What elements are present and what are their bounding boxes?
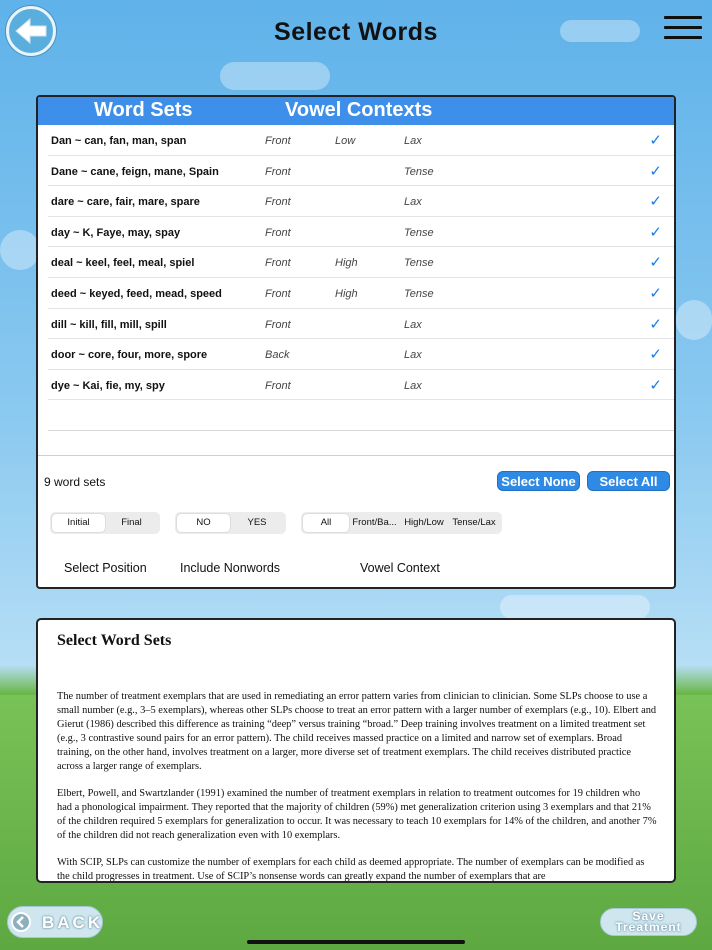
checkmark-icon: ✓ xyxy=(649,315,662,333)
table-header xyxy=(38,97,674,125)
column-word-sets: Word Sets xyxy=(94,99,193,121)
word-set-label: day ~ K, Faye, may, spay xyxy=(51,226,181,239)
back-button[interactable] xyxy=(7,906,103,938)
table-row[interactable] xyxy=(48,247,674,278)
info-title: Select Word Sets xyxy=(57,632,172,649)
divider xyxy=(38,455,674,456)
word-set-list xyxy=(38,125,674,431)
vowel-front-back: Front xyxy=(265,135,291,147)
position-option-final[interactable]: Final xyxy=(121,517,142,528)
hamburger-menu-icon[interactable] xyxy=(664,16,702,42)
vowel-front-back: Front xyxy=(265,196,291,209)
vowel-tense-lax: Tense xyxy=(404,165,434,178)
word-set-count: 9 word sets xyxy=(44,475,106,489)
table-row[interactable] xyxy=(48,370,674,401)
cloud xyxy=(0,230,40,270)
select-none-button[interactable]: Select None xyxy=(497,471,580,491)
save-treatment-button[interactable] xyxy=(600,908,697,936)
select-all-button[interactable]: Select All xyxy=(587,471,670,491)
checkmark-icon: ✓ xyxy=(649,132,662,149)
cloud xyxy=(220,62,330,90)
table-row[interactable] xyxy=(48,339,674,370)
vowel-tense-lax: Lax xyxy=(404,196,422,209)
checkmark-icon: ✓ xyxy=(649,376,662,394)
chevron-left-icon xyxy=(11,912,31,932)
checkmark-icon: ✓ xyxy=(649,193,662,211)
cloud xyxy=(676,300,712,340)
vowel-tense-lax: Lax xyxy=(404,349,422,362)
include-nonwords-label: Include Nonwords xyxy=(180,561,281,575)
word-set-label: dare ~ care, fair, mare, spare xyxy=(51,196,200,209)
table-row[interactable] xyxy=(48,156,674,187)
vowel-front-back: Front xyxy=(265,318,291,331)
word-set-label: door ~ core, four, more, spore xyxy=(51,349,208,362)
table-row[interactable] xyxy=(48,309,674,340)
checkmark-icon: ✓ xyxy=(649,223,662,241)
word-set-label: deed ~ keyed, feed, mead, speed xyxy=(51,287,222,300)
vowel-front-back: Front xyxy=(265,379,291,392)
table-row[interactable] xyxy=(48,278,674,309)
vowel-tense-lax: Tense xyxy=(404,257,434,270)
info-panel[interactable] xyxy=(36,618,676,883)
nonwords-option-yes[interactable]: YES xyxy=(247,517,267,528)
cloud xyxy=(500,595,650,619)
vowel-high-low: Low xyxy=(335,135,356,147)
checkmark-icon: ✓ xyxy=(649,254,662,272)
word-set-label: dye ~ Kai, fie, my, spy xyxy=(51,379,165,392)
page-title: Select Words xyxy=(274,18,438,46)
word-set-label: Dan ~ can, fan, man, span xyxy=(51,135,187,147)
select-position-label: Select Position xyxy=(64,561,147,575)
vowel-option-all[interactable]: All xyxy=(303,514,349,532)
table-row[interactable] xyxy=(48,125,674,156)
vowel-high-low: High xyxy=(335,257,358,270)
nonwords-segmented-control xyxy=(175,512,286,534)
word-sets-panel xyxy=(36,95,676,589)
vowel-front-back: Front xyxy=(265,257,291,270)
vowel-front-back: Back xyxy=(265,349,290,362)
empty-row xyxy=(48,400,674,431)
word-set-label: deal ~ keel, feel, meal, spiel xyxy=(51,257,195,270)
vowel-option-front-back[interactable]: Front/Ba... xyxy=(352,517,397,528)
vowel-front-back: Front xyxy=(265,226,291,239)
info-body xyxy=(57,690,657,883)
vowel-option-high-low[interactable]: High/Low xyxy=(404,517,444,528)
vowel-context-segmented-control xyxy=(301,512,502,534)
vowel-front-back: Front xyxy=(265,165,291,178)
table-row[interactable] xyxy=(48,217,674,248)
info-paragraph: The number of treatment exemplars that are used in remediating an error pattern varies from clinician to clinician. Some SLPs choose to use a small number (e.g., 3–5 exemplars), whereas other SLPs choose to treat an error pattern with a larger number of exemplars (e.g., 10). Elbert and Gierut (1986) described this difference as training “deep” versus training “broad.” Deep training involves treatment on a limited treatment set (e.g., 3 contrastive sound pairs for an error pattern). The child receives massed practice on a limited and narrow set of exemplars. Broad training, on the other hand, involves treatment on a larger, more diverse set of treatment exemplars. The child receives distributed practice across a larger range of exemplars. xyxy=(57,691,657,772)
word-set-label: Dane ~ cane, feign, mane, Spain xyxy=(51,165,219,178)
checkmark-icon: ✓ xyxy=(649,346,662,364)
vowel-tense-lax: Tense xyxy=(404,287,434,300)
vowel-tense-lax: Tense xyxy=(404,226,434,239)
position-option-initial[interactable]: Initial xyxy=(52,514,105,532)
vowel-tense-lax: Lax xyxy=(404,318,422,331)
home-indicator[interactable] xyxy=(247,940,465,944)
column-vowel-contexts: Vowel Contexts xyxy=(285,99,433,121)
save-label-line2: Treatment xyxy=(615,920,682,934)
table-row[interactable] xyxy=(48,186,674,217)
vowel-option-tense-lax[interactable]: Tense/Lax xyxy=(452,517,496,528)
info-paragraph: Elbert, Powell, and Swartzlander (1991) examined the number of treatment exemplars in relation to treatment outcomes for 19 children who had a phonological impairment. They reported that the majority of children (59%) met generalization criterion using 3 exemplars and that 21% of the children required 5 exemplars for generalization to occur. It was necessary to teach 10 exemplars for 14% of the children, and another 7% of the children did not reach generalization even with 10 exemplars. xyxy=(57,788,657,841)
position-segmented-control xyxy=(50,512,160,534)
checkmark-icon: ✓ xyxy=(649,284,662,302)
vowel-tense-lax: Lax xyxy=(404,379,422,392)
checkmark-icon: ✓ xyxy=(649,162,662,180)
vowel-tense-lax: Lax xyxy=(404,135,422,147)
vowel-context-label: Vowel Context xyxy=(360,561,440,575)
info-paragraph: With SCIP, SLPs can customize the number of exemplars for each child as deemed appropriate. The number of exemplars can be modified as the child progresses in treatment. Use of SCIP’s nonsense words can greatly expand the number of exemplars that are xyxy=(57,857,645,882)
word-set-label: dill ~ kill, fill, mill, spill xyxy=(51,318,167,331)
nonwords-option-no[interactable]: NO xyxy=(177,514,230,532)
vowel-front-back: Front xyxy=(265,287,291,300)
back-label: BACK xyxy=(42,913,104,932)
vowel-high-low: High xyxy=(335,287,358,300)
save-label-line1: Save xyxy=(632,909,665,923)
